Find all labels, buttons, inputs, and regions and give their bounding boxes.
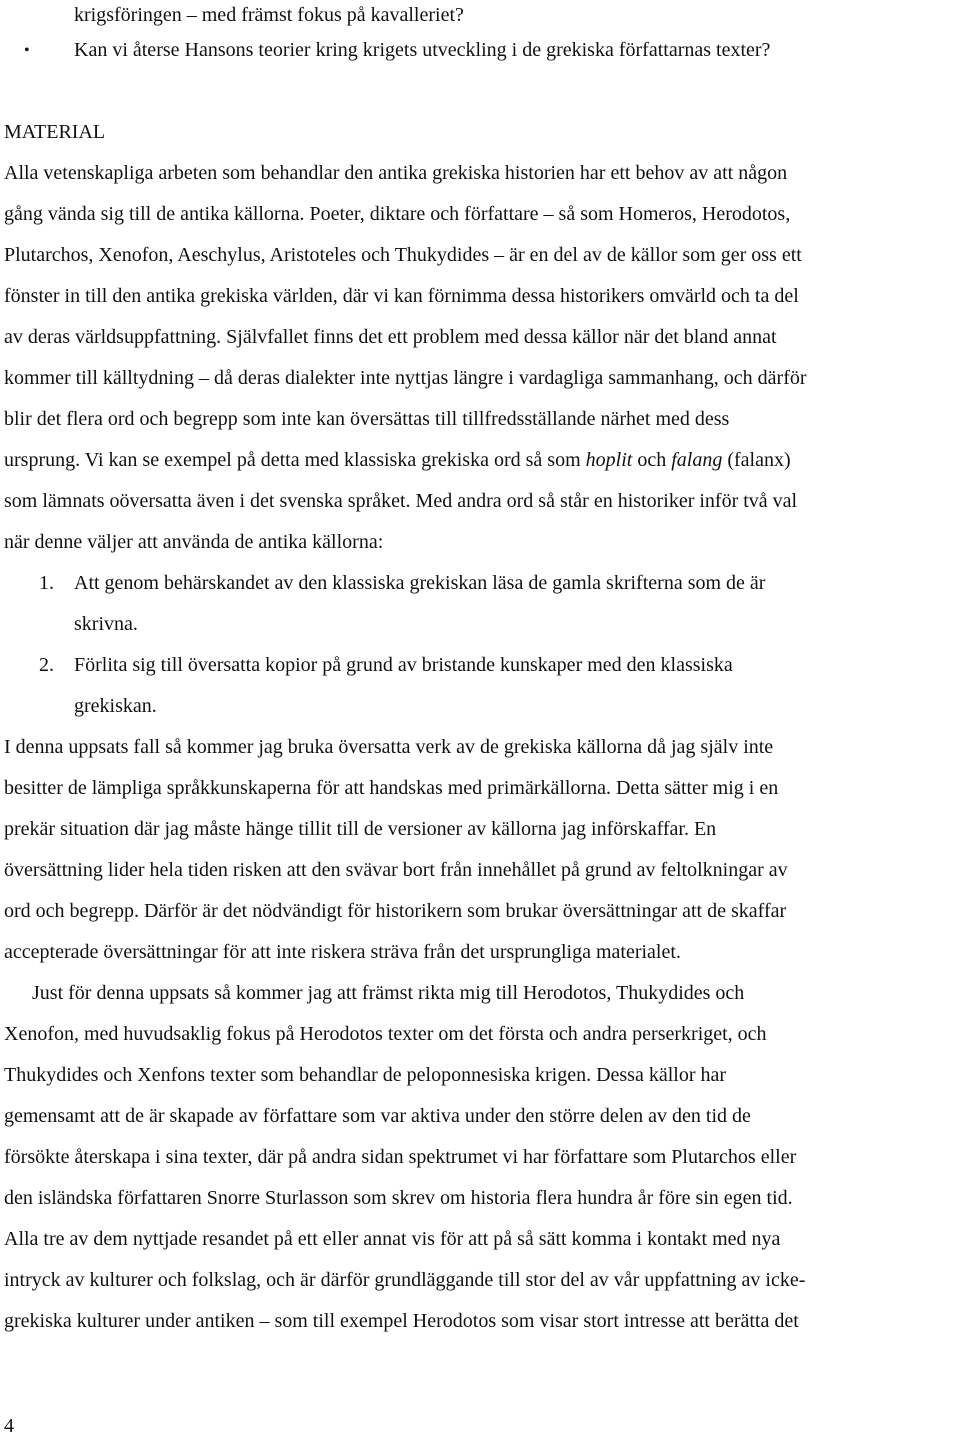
- list-item: [4, 563, 956, 604]
- text-line: besitter de lämpliga språkkunskaperna för att handskas med primärkällorna. Detta sätter mig i en: [4, 777, 779, 799]
- text-span: ursprung. Vi kan se exempel på detta med klassiska grekiska ord så som: [4, 449, 586, 471]
- spacer: [4, 71, 956, 112]
- text-line-with-italics: [4, 440, 956, 481]
- text-line: intryck av kulturer och folkslag, och är därför grundläggande till stor del av vår uppfattning av icke-: [4, 1269, 806, 1291]
- text-line: prekär situation där jag måste hänge tillit till de versioner av källorna jag införskaffar. En: [4, 818, 717, 840]
- numbered-list: [4, 563, 956, 727]
- list-item-continuation: grekiskan.: [74, 695, 157, 717]
- text-span: och: [632, 449, 672, 471]
- text-line: Plutarchos, Xenofon, Aeschylus, Aristoteles och Thukydides – är en del av de källor som ger oss ett: [4, 244, 802, 266]
- text-line: Thukydides och Xenfons texter som behandlar de peloponnesiska krigen. Dessa källor har: [4, 1064, 727, 1086]
- text-line: blir det flera ord och begrepp som inte kan översättas till tillfredsställande närhet med dess: [4, 408, 730, 430]
- text-line: fönster in till den antika grekiska världen, där vi kan förnimma dessa historikers omvärld och ta del: [4, 285, 799, 307]
- intro-line: krigsföringen – med främst fokus på kavalleriet?: [74, 4, 464, 26]
- paragraph-1: [4, 153, 956, 563]
- text-line: när denne väljer att använda de antika källorna:: [4, 531, 384, 553]
- text-line: I denna uppsats fall så kommer jag bruka översatta verk av de grekiska källorna då jag själv inte: [4, 736, 774, 758]
- paragraph-2: [4, 727, 956, 973]
- list-item: [4, 645, 956, 686]
- text-line: accepterade översättningar för att inte riskera sträva från det ursprungliga materialet.: [4, 941, 681, 963]
- paragraph-3: [4, 973, 956, 1342]
- text-line: grekiska kulturer under antiken – som till exempel Herodotos som visar stort intresse att berätta det: [4, 1310, 799, 1332]
- text-line: av deras världsuppfattning. Självfallet finns det ett problem med dessa källor när det bland annat: [4, 326, 777, 348]
- bullet-item: [4, 30, 956, 71]
- list-number: 2.: [39, 654, 54, 676]
- text-line: Alla tre av dem nyttjade resandet på ett eller annat vis för att på så sätt komma i kontakt med nya: [4, 1228, 781, 1250]
- text-span: (falanx): [722, 449, 791, 471]
- text-line: Alla vetenskapliga arbeten som behandlar den antika grekiska historien har ett behov av att någon: [4, 162, 788, 184]
- page-number: 4: [4, 1415, 14, 1437]
- list-text: Förlita sig till översatta kopior på grund av bristande kunskaper med den klassiska: [74, 654, 733, 676]
- text-line: gång vända sig till de antika källorna. Poeter, diktare och författare – så som Homeros, Herodotos,: [4, 203, 791, 225]
- italic-term: falang: [671, 449, 723, 471]
- section-heading: MATERIAL: [4, 121, 106, 143]
- text-line: som lämnats oöversatta även i det svenska språket. Med andra ord så står en historiker inför två val: [4, 490, 798, 512]
- list-item-continuation: skrivna.: [74, 613, 138, 635]
- text-line: den isländska författaren Snorre Sturlasson som skrev om historia flera hundra år före sin egen tid.: [4, 1187, 793, 1209]
- text-line: kommer till källtydning – då deras dialekter inte nyttjas längre i vardagliga sammanhang, och därför: [4, 367, 807, 389]
- text-line: försökte återskapa i sina texter, där på andra sidan spektrumet vi har författare som Plutarchos eller: [4, 1146, 797, 1168]
- text-line: Xenofon, med huvudsaklig fokus på Herodotos texter om det första och andra perserkriget, och: [4, 1023, 767, 1045]
- text-line: ord och begrepp. Därför är det nödvändigt för historikern som brukar översättningar att de skaffar: [4, 900, 787, 922]
- text-line: översättning lider hela tiden risken att den svävar bort från innehållet på grund av feltolkningar av: [4, 859, 788, 881]
- bullet-dot-icon: •: [24, 42, 30, 59]
- list-number: 1.: [39, 572, 54, 594]
- text-line: gemensamt att de är skapade av författare som var aktiva under den större delen av den tid de: [4, 1105, 751, 1127]
- italic-term: hoplit: [585, 449, 633, 471]
- text-line: Just för denna uppsats så kommer jag att främst rikta mig till Herodotos, Thukydides och: [32, 982, 745, 1004]
- bullet-text: Kan vi återse Hansons teorier kring krigets utveckling i de grekiska författarnas texter?: [74, 39, 771, 61]
- list-text: Att genom behärskandet av den klassiska grekiskan läsa de gamla skrifterna som de är: [74, 572, 766, 594]
- document-page: [4, 0, 956, 1342]
